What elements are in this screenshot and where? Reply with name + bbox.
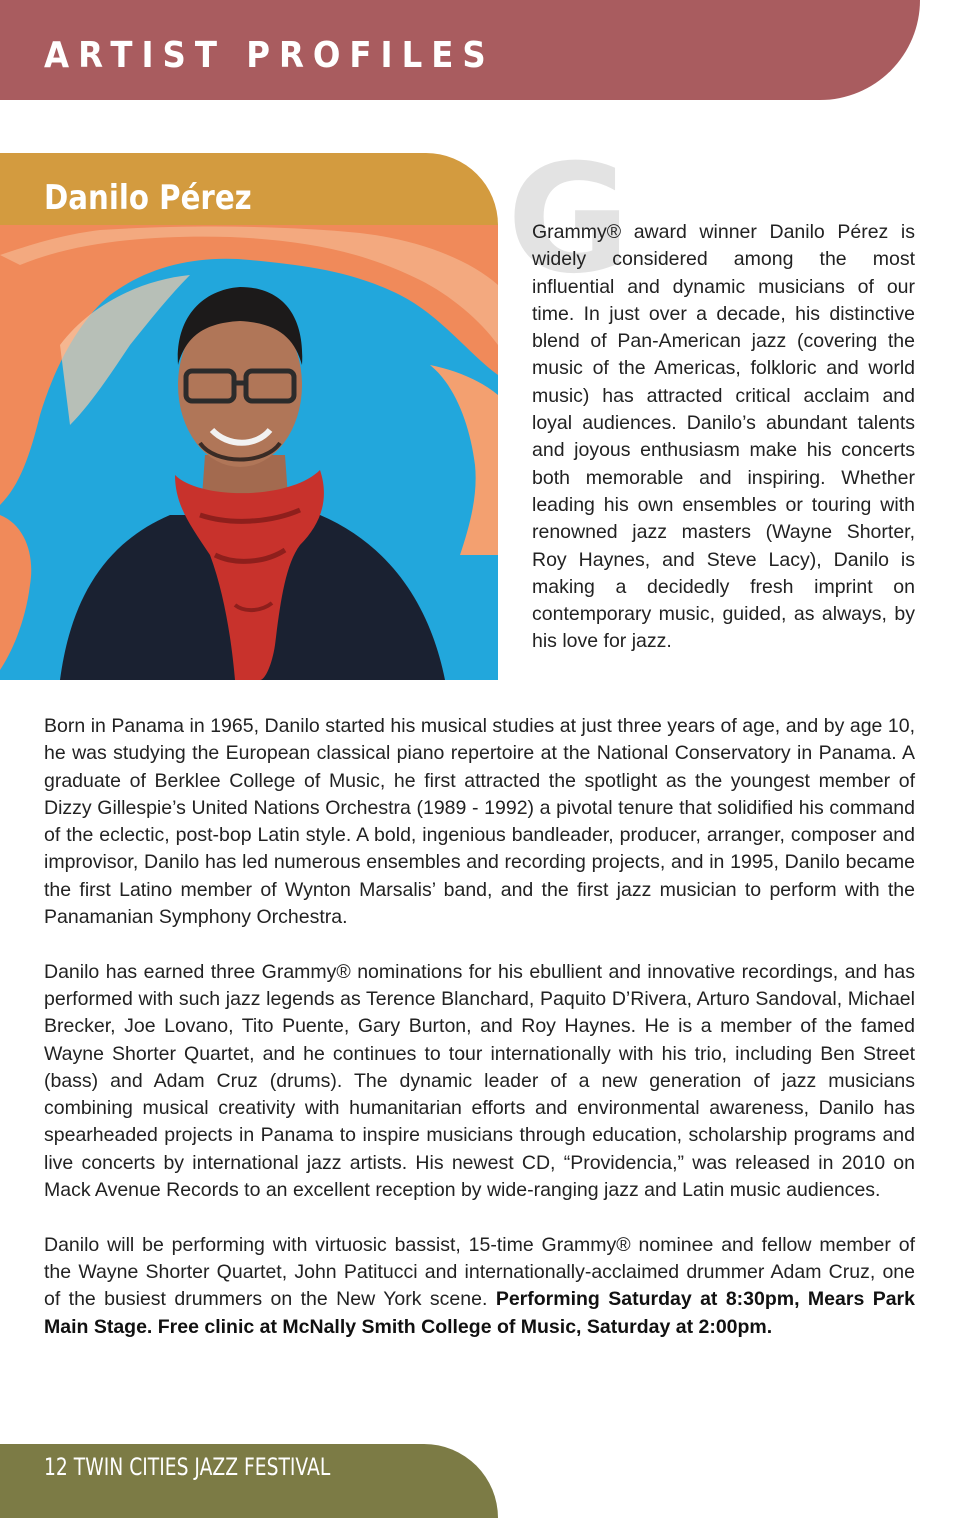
body-paragraph-3 — [44, 1232, 915, 1341]
article-body — [44, 713, 915, 1368]
section-title: ARTIST PROFILES — [44, 35, 495, 76]
page-footer: 12 TWIN CITIES JAZZ FESTIVAL — [44, 1453, 331, 1481]
performance-schedule: Performing Saturday at 8:30pm, Mears Park Main Stage. Free clinic at McNally Smith College of Music, Saturday at 2:00pm. — [44, 1288, 915, 1338]
body-paragraph-1: Born in Panama in 1965, Danilo started his musical studies at just three years of age, and by age 10, he was studying the European classical piano repertoire at the National Conservatory in Panama. A graduate of Berklee College of Music, he first attracted the spotlight as the youngest member of Dizzy Gillespie’s United Nations Orchestra (1989 - 1992) a pivotal tenure that solidified his command of the eclectic, post-bop Latin style. A bold, ingenious bandleader, producer, arranger, composer and improvisor, Danilo has led numerous ensembles and recording projects, and in 1995, Danilo became the first Latino member of Wynton Marsalis’ band, and the first jazz musician to perform with the Panamanian Symphony Orchestra. — [44, 715, 915, 929]
artist-photo — [0, 225, 498, 680]
intro-paragraph: Grammy® award winner Danilo Pérez is widely considered among the most influential and dynamic musicians of our time. In just over a decade, his distinctive blend of Pan-American jazz (covering the music of the Americas, folkloric and world music) has attracted critical acclaim and loyal audiences. Danilo’s abundant talents and joyous enthusiasm make his concerts both memorable and inspiring. Whether leading his own ensembles or touring with renowned jazz masters (Wayne Shorter, Roy Haynes, and Steve Lacy), Danilo is making a decidedly fresh imprint on contemporary music, guided, as always, by his love for jazz. — [532, 221, 915, 653]
performance-details-text: Danilo will be performing with virtuosic bassist, 15-time Grammy® nominee and fellow member of the Wayne Shorter Quartet, John Patitucci and internationally-acclaimed drummer Adam Cruz, one of the busiest drummers on the New York scene. — [44, 1233, 915, 1311]
body-paragraph-2: Danilo has earned three Grammy® nominations for his ebullient and innovative recordings, and has performed with such jazz legends as Terence Blanchard, Paquito D’Rivera, Arturo Sandoval, Michael Brecker, Joe Lovano, Tito Puente, Gary Burton, and Roy Haynes. He is a member of the famed Wayne Shorter Quartet, and he continues to tour internationally with his trio, including Ben Street (bass) and Adam Cruz (drums). The dynamic leader of a new generation of jazz musicians combining musical creativity with humanitarian efforts and environmental awareness, Danilo has spearheaded projects in Panama to inspire musicians through education, scholarship programs and live concerts by international jazz artists. His newest CD, “Providencia,” was released in 2010 on Mack Avenue Records to an excellent reception by wide-ranging jazz and Latin music audiences. — [44, 960, 915, 1202]
drop-cap-letter: G — [507, 133, 631, 307]
artist-photo-illustration — [0, 225, 498, 680]
artist-name: Danilo Pérez — [44, 178, 252, 218]
